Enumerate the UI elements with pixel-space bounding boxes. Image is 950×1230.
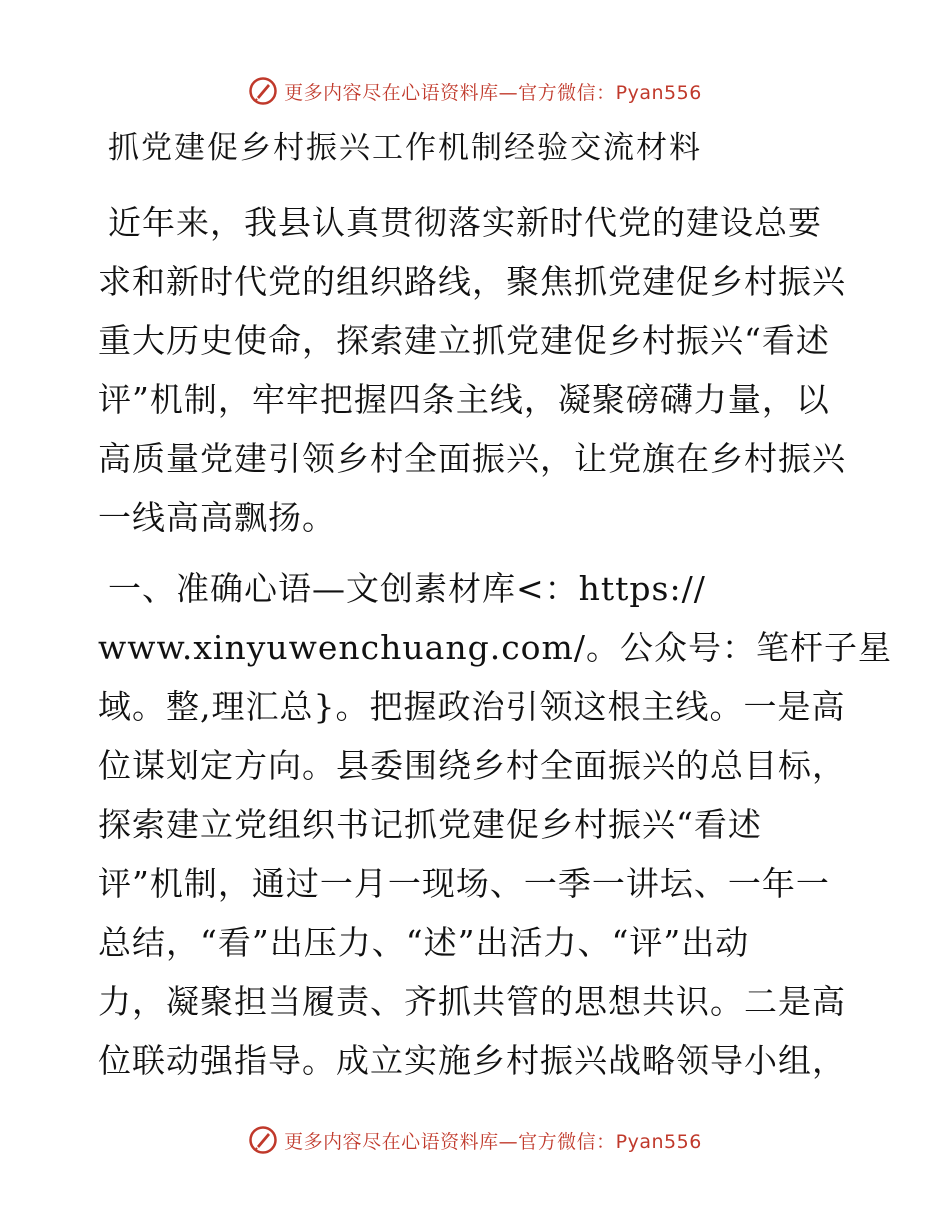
watermark-text: 更多内容尽在心语资料库—官方微信：Pyan556 [284, 1130, 702, 1153]
seal-logo-icon [248, 1125, 278, 1155]
text-line: 探索建立党组织书记抓党建促乡村振兴“看述 [98, 805, 762, 844]
header-watermark-banner [0, 71, 950, 111]
text-line: 一、准确心语—文创素材库<：https:// [108, 569, 706, 608]
text-line: 位谋划定方向。县委围绕乡村全面振兴的总目标， [98, 746, 846, 785]
text-line: 总结，“看”出压力、“述”出活力、“评”出动 [98, 923, 750, 962]
text-line: 求和新时代党的组织路线，聚焦抓党建促乡村振兴 [98, 262, 846, 301]
text-line: 一线高高飘扬。 [98, 498, 336, 537]
text-line: 评”机制，牢牢把握四条主线，凝聚磅礴力量，以 [98, 380, 830, 419]
seal-logo-icon [248, 76, 278, 106]
text-line: 评”机制，通过一月一现场、一季一讲坛、一年一 [98, 864, 830, 903]
text-line: 重大历史使命，探索建立抓党建促乡村振兴“看述 [98, 321, 830, 360]
watermark-text: 更多内容尽在心语资料库—官方微信：Pyan556 [284, 81, 702, 104]
footer-watermark-banner [0, 1120, 950, 1160]
text-line: 高质量党建引领乡村全面振兴，让党旗在乡村振兴 [98, 439, 846, 478]
paragraph-section-one [98, 559, 892, 1090]
text-line: www.xinyuwenchuang.com/。公众号：笔杆子星 [98, 628, 892, 667]
document-title: 抓党建促乡村振兴工作机制经验交流材料 [108, 130, 702, 166]
text-line: 力，凝聚担当履责、齐抓共管的思想共识。二是高 [98, 982, 846, 1021]
paragraph-intro [98, 193, 850, 547]
text-line: 位联动强指导。成立实施乡村振兴战略领导小组， [98, 1041, 846, 1080]
text-line: 域。整,理汇总}。把握政治引领这根主线。一是高 [98, 687, 846, 726]
text-line: 近年来，我县认真贯彻落实新时代党的建设总要 [108, 203, 822, 242]
